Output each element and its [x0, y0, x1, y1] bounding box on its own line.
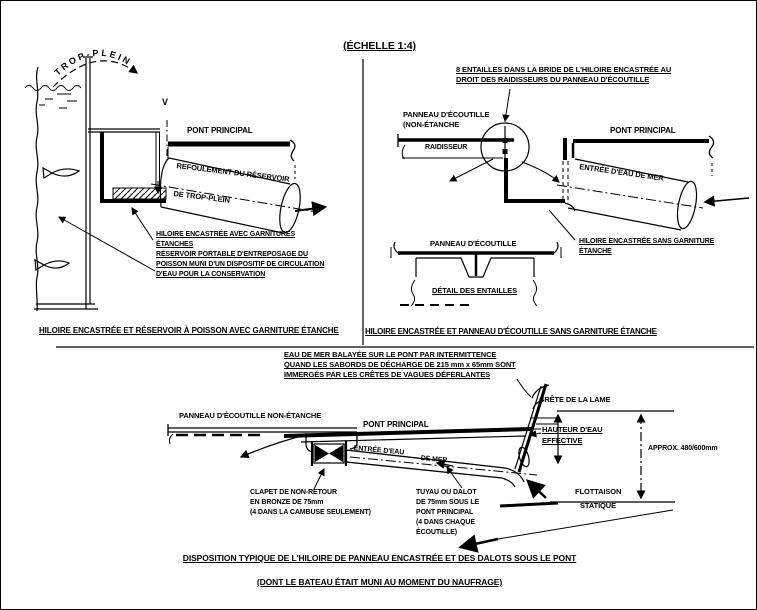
- valve-note-2: EN BRONZE DE 75mm: [250, 499, 324, 506]
- wave-crest-label: CRÊTE DE LA LAME: [539, 395, 611, 404]
- left-leader-arrows: [59, 208, 155, 271]
- diagram-linework: [1, 1, 757, 610]
- right-deck-label: PONT PRINCIPAL: [610, 126, 676, 135]
- overflow-arc-label: TROP-PLEIN: [52, 47, 134, 78]
- right-top-note-2: DROIT DES RAIDISSEURS DU PANNEAU D'ÉCOUTILLE: [456, 75, 650, 84]
- overflow-arc-arrow: [53, 48, 137, 87]
- pipe-note-1: TUYAU OU DALOT: [416, 489, 477, 496]
- left-diagram-caption: HILOIRE ENCASTRÉE ET RÉSERVOIR À POISSON AVEC GARNITURE ÉTANCHE: [39, 326, 339, 335]
- left-note-line: POISSON MUNI D'UN DISPOSITIF DE CIRCULATION: [156, 261, 325, 268]
- bottom-deck-label: PONT PRINCIPAL: [363, 420, 429, 429]
- bottom-top-note-1: EAU DE MER BALAYÉE SUR LE PONT PAR INTERMITTENCE: [284, 350, 497, 359]
- bottom-caption-2: (DONT LE BATEAU ÉTAIT MUNI AU MOMENT DU NAUFRAGE): [256, 577, 503, 587]
- stiffener-label: RAIDISSEUR: [425, 144, 468, 151]
- pipe-note-5: ÉCOUTILLE): [416, 529, 457, 536]
- bottom-sea-inlet-label-2: DE MER: [420, 455, 448, 465]
- approx-dimension-label: APPROX. 480/600mm: [648, 445, 718, 452]
- pipe-note-4: (4 DANS CHAQUE: [416, 519, 475, 526]
- overflow-pipe-label-1: REFOULEMENT DU RÉSERVOIR: [176, 161, 291, 184]
- right-hatch-label-2: (NON-ÉTANCHE: [403, 120, 460, 129]
- gasket-hatch-block: [113, 188, 166, 199]
- scale-title: (ÉCHELLE 1:4): [343, 40, 416, 52]
- fish-tank-group: [25, 57, 98, 311]
- waterline-label-1: FLOTTAISON: [575, 487, 622, 496]
- bottom-deck-group: [284, 429, 532, 442]
- pipe-note-3: PONT PRINCIPAL: [416, 509, 474, 516]
- water-height-label-2: EFFECTIVE: [542, 436, 583, 445]
- left-note-line: HILOIRE ENCASTRÉE AVEC GARNITURES: [156, 231, 296, 238]
- coaming-note-1: HILOIRE ENCASTRÉE SANS GARNITURE: [579, 238, 715, 245]
- bottom-hatch-label: PANNEAU D'ÉCOUTILLE NON-ÉTANCHE: [179, 411, 322, 420]
- detail-caption: DÉTAIL DES ENTAILLES: [432, 286, 518, 295]
- bottom-caption-1: DISPOSITION TYPIQUE DE L'HILOIRE DE PANNEAU ENCASTRÉE ET DES DALOTS SOUS LE PONT: [182, 553, 577, 563]
- hull-side-group: [461, 384, 673, 547]
- fish-icon: [43, 168, 79, 178]
- right-diagram-caption: HILOIRE ENCASTRÉE ET PANNEAU D'ÉCOUTILLE SANS GARNITURE ÉTANCHE: [365, 327, 657, 336]
- notch-detail-group: [391, 239, 561, 306]
- bottom-top-note-3: IMMERGÉS PAR LES CRÊTES DE VAGUES DÉFERLANTES: [284, 370, 491, 379]
- check-valve-icon: [312, 441, 346, 466]
- overflow-pipe-label-2: DE TROP-PLEIN: [173, 189, 231, 205]
- valve-note-3: (4 DANS LA CAMBUSE SEULEMENT): [250, 509, 371, 516]
- left-note-line: RÉSERVOIR PORTABLE D'ENTREPOSAGE DU: [156, 251, 308, 258]
- right-hatch-label-1: PANNEAU D'ÉCOUTILLE: [403, 110, 490, 119]
- detail-hatch-label: PANNEAU D'ÉCOUTILLE: [430, 239, 517, 248]
- left-note-line: ÉTANCHES: [156, 241, 194, 248]
- left-coaming-group: [88, 120, 167, 202]
- pipe-note-2: DE 75mm SOUS LE: [416, 499, 480, 506]
- bottom-leader-arrows: [314, 467, 462, 489]
- coaming-note-2: ÉTANCHE: [579, 248, 612, 255]
- left-deck-label: PONT PRINCIPAL: [187, 126, 253, 135]
- bottom-sea-inlet-label-1: ENTRÉE D'EAU: [353, 445, 405, 457]
- vent-label: V: [162, 97, 168, 107]
- waterline-label-2: STATIQUE: [580, 501, 617, 510]
- fish-icon: [35, 260, 69, 270]
- water-height-label-1: HAUTEUR D'EAU: [542, 425, 603, 434]
- right-sea-inlet-label: ENTRÉE D'EAU DE MER: [578, 162, 665, 183]
- right-top-note-1: 8 ENTAILLES DANS LA BRIDE DE L'HILOIRE ENCASTRÉE AU: [456, 65, 672, 74]
- valve-note-1: CLAPET DE NON-RETOUR: [250, 489, 337, 496]
- bottom-hatch-group: [168, 424, 357, 457]
- bottom-top-note-2: QUAND LES SABORDS DE DÉCHARGE DE 215 mm x 65mm SONT: [284, 360, 516, 369]
- left-note-line: D'EAU POUR LA CONSERVATION: [156, 271, 266, 278]
